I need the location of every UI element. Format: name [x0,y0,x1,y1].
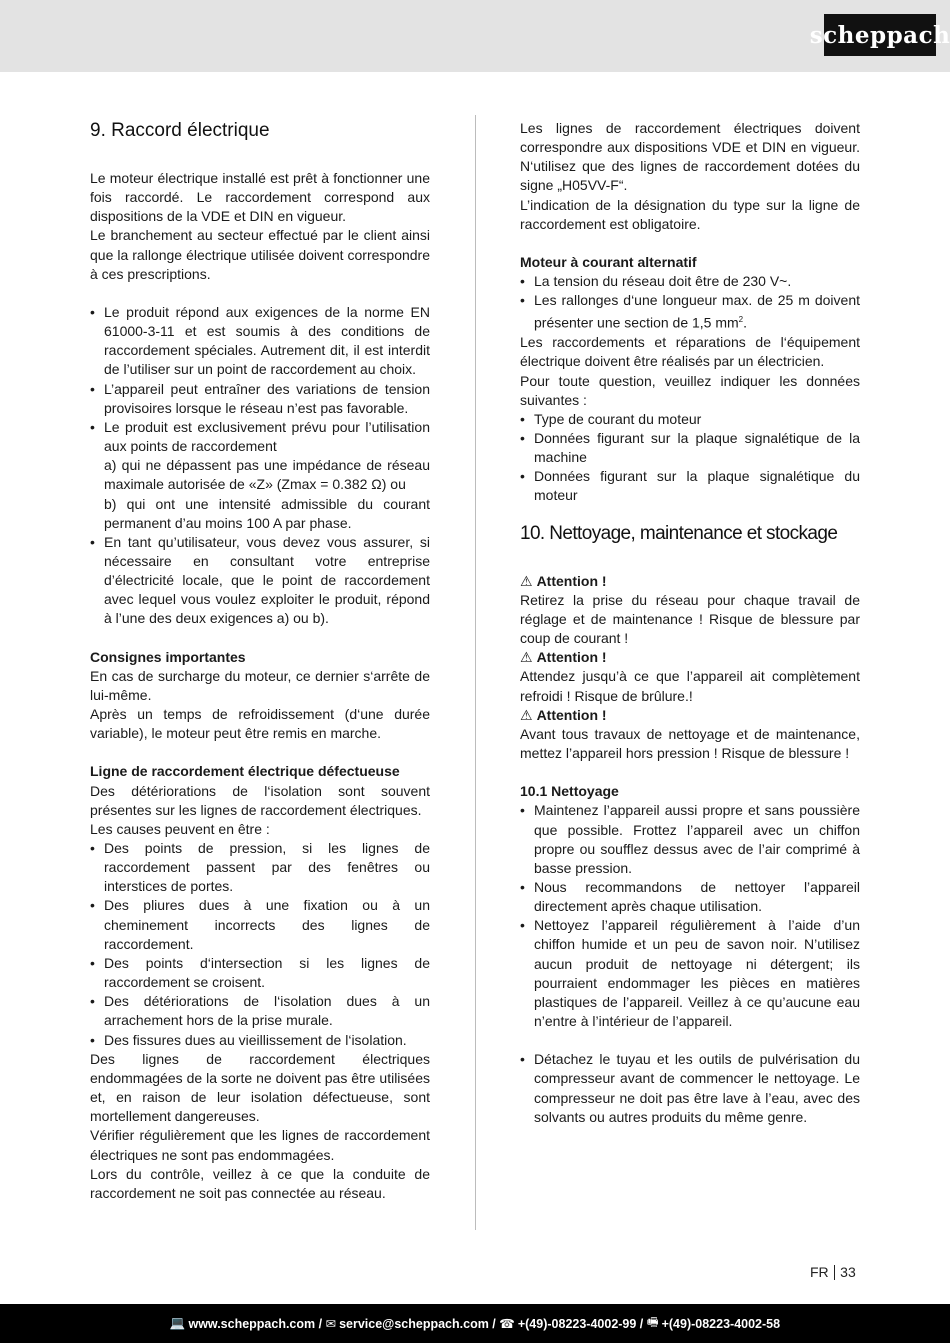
list-item: • Le produit répond aux exigences de la norme EN 61000-3-11 et est soumis à des conditions de raccordement spéciales. Autrement dit, il est interdit de l’utiliser sur un point de raccordement au choix. [90,303,430,380]
cleaning-list-2 [520,1050,860,1127]
footer-email: service@scheppach.com / [339,1316,496,1331]
list-item-line: a) qui ne dépassent pas une impédance de réseau maximale autorisée de «Z» (Zmax = 0.382 Ω) ou [104,457,430,493]
warning-triangle-icon: ⚠ [520,649,533,666]
defective-paragraph-2: Les causes peuvent en être : [90,820,270,837]
subheading-ac-motor: Moteur à courant alternatif [520,253,697,270]
footer-website: www.scheppach.com / [188,1316,323,1331]
list-item: • Données figurant sur la plaque signalétique du moteur [520,467,860,505]
warning-text-1: Retirez la prise du réseau pour chaque travail de réglage et de maintenance ! Risque de blessure par coup de courant ! [520,591,860,647]
list-item-line: b) qui ont une intensité admissible du courant permanent d’au moins 100 A par phase. [104,495,430,531]
footer-contact-bar [0,1304,950,1343]
left-column [90,119,430,1203]
mail-icon: ✉ [325,1317,337,1331]
warning-label-2 [520,648,860,667]
warning-label-1 [520,572,860,591]
list-item: • Données figurant sur la plaque signalétique de la machine [520,429,860,467]
list-item [520,291,860,333]
list-item: • En tant qu’utilisateur, vous devez vous assurer, si nécessaire en consultant votre entreprise d’électricité locale, que le point de raccordement avec lequel vous voulez exploiter le produit, répond à l’une des deux exigences a) ou b). [90,533,430,629]
list-item: • Nous recommandons de nettoyer l’appareil directement après chaque utilisation. [520,878,860,916]
defective-paragraph-4: Vérifier régulièrement que les lignes de raccordement électriques ne sont pas endommagées. [90,1127,430,1163]
important-paragraph-1: En cas de surcharge du moteur, ce dernier s‘arrête de lui-même. [90,667,430,703]
page-number-value: 33 [840,1264,856,1280]
phone-icon: ☎ [499,1317,515,1331]
list-item: • Détachez le tuyau et les outils de pulvérisation du compresseur avant de commencer le nettoyage. Le compresseur ne doit pas être lave à l’eau, avec des solvants ou autres produits du même genre. [520,1050,860,1127]
cleaning-list [520,801,860,1031]
list-item-text: Les rallonges d‘une longueur max. de 25 m doivent présenter une section de 1,5 mm [534,292,860,332]
subheading-important: Consignes importantes [90,648,246,665]
list-item: • L’appareil peut entraîner des variations de tension provisoires lorsque le réseau n’est pas favorable. [90,380,430,418]
important-paragraph-2: Après un temps de refroidissement (d‘une durée variable), le moteur peut être remis en marche. [90,706,430,742]
defective-paragraph-3: Des lignes de raccordement électriques endommagées de la sorte ne doivent pas être utilisées et, en raison de leur isolation défectueuse, sont mortellement dangereuses. [90,1050,430,1125]
intro-paragraph-2: Le branchement au secteur effectué par le client ainsi que la rallonge électrique utilisée doivent correspondre à ces prescriptions. [90,227,430,282]
brand-logo-text: scheppach [809,21,950,49]
warning-label-text: Attention ! [536,706,607,723]
warning-label-text: Attention ! [536,572,607,589]
list-item: • Des points d‘intersection si les lignes de raccordement se croisent. [90,954,430,992]
list-item-line: • Le produit est exclusivement prévu pour l’utilisation aux points de raccordement [104,418,430,455]
lines-paragraph-2: L’indication de la désignation du type sur la ligne de raccordement est obligatoire. [520,196,860,232]
section-10-heading: 10. Nettoyage, maintenance et stockage [520,522,838,544]
warning-triangle-icon: ⚠ [520,706,533,723]
requirements-list [90,303,430,629]
list-item: • Type de courant du moteur [520,410,860,429]
list-item: • Des pliures dues à une fixation ou à un cheminement incorrects des lignes de raccordement. [90,896,430,953]
list-item: • Des fissures dues au vieillissement de l‘isolation. [90,1031,430,1050]
warning-label-text: Attention ! [536,649,607,666]
footer-fax: +(49)-08223-4002-58 [661,1316,781,1331]
section-9-heading: 9. Raccord électrique [90,120,270,141]
page-separator [834,1265,836,1280]
column-divider [475,115,476,1230]
subheading-defective-line: Ligne de raccordement électrique défectueuse [90,763,400,780]
warning-label-3 [520,706,860,725]
header-band [0,0,950,72]
intro-paragraph-1: Le moteur électrique installé est prêt à fonctionner une fois raccordé. Le raccordement correspond aux dispositions de la VDE et DIN en vigueur. [90,170,430,225]
data-list [520,410,860,506]
list-item: • La tension du réseau doit être de 230 V~. [520,272,860,291]
warning-text-2: Attendez jusqu’à ce que l’appareil ait complètement refroidi ! Risque de brûlure.! [520,668,860,704]
language-code: FR [810,1264,829,1280]
ac-paragraph-2: Pour toute question, veuillez indiquer les données suivantes : [520,372,860,408]
ac-requirements-list [520,272,860,333]
list-item [90,418,430,533]
computer-icon: 💻 [169,1316,186,1330]
causes-list [90,839,430,1050]
list-item: • Maintenez l’appareil aussi propre et sans poussière que possible. Frottez l’appareil avec un chiffon propre ou soufflez dessus avec de l’air comprimé à basse pression. [520,801,860,878]
lines-paragraph-1: Les lignes de raccordement électriques doivent correspondre aux dispositions VDE et DIN en vigueur. N‘utilisez que des lignes de raccordement dotées du signe „H05VV-F“. [520,120,860,194]
footer-phone: +(49)-08223-4002-99 / [517,1316,644,1331]
warning-triangle-icon: ⚠ [520,572,533,589]
brand-logo [809,14,950,56]
list-item: • Nettoyez l’appareil régulièrement à l’aide d’un chiffon humide et un peu de savon noir. N’utilisez aucun produit de nettoyage ni détergent; ils pourraient endommager les pièces en matières plastiques de l’appareil. Veillez à ce qu’aucune eau n’entre à l’intérieur de l’appareil. [520,916,860,1031]
list-item: • Des détériorations de l‘isolation dues à un arrachement hors de la prise murale. [90,992,430,1030]
subheading-cleaning: 10.1 Nettoyage [520,783,619,800]
superscript-2: 2 [738,315,744,325]
fax-icon: 🖷 [646,1315,659,1329]
list-item-end: . [743,315,748,332]
ac-paragraph-1: Les raccordements et réparations de l‘équipement électrique doivent être réalisés par un électricien. [520,334,860,370]
list-item: • Des points de pression, si les lignes de raccordement passent par des fenêtres ou interstices de portes. [90,839,430,896]
warning-text-3: Avant tous travaux de nettoyage et de maintenance, mettez l’appareil hors pression ! Risque de blessure ! [520,725,860,762]
page-number [810,1264,856,1280]
right-column [520,119,860,1127]
defective-paragraph-1: Des détériorations de l‘isolation sont souvent présentes sur les lignes de raccordement électriques. [90,782,430,818]
defective-paragraph-5: Lors du contrôle, veillez à ce que la conduite de raccordement ne soit pas connectée au réseau. [90,1165,430,1201]
